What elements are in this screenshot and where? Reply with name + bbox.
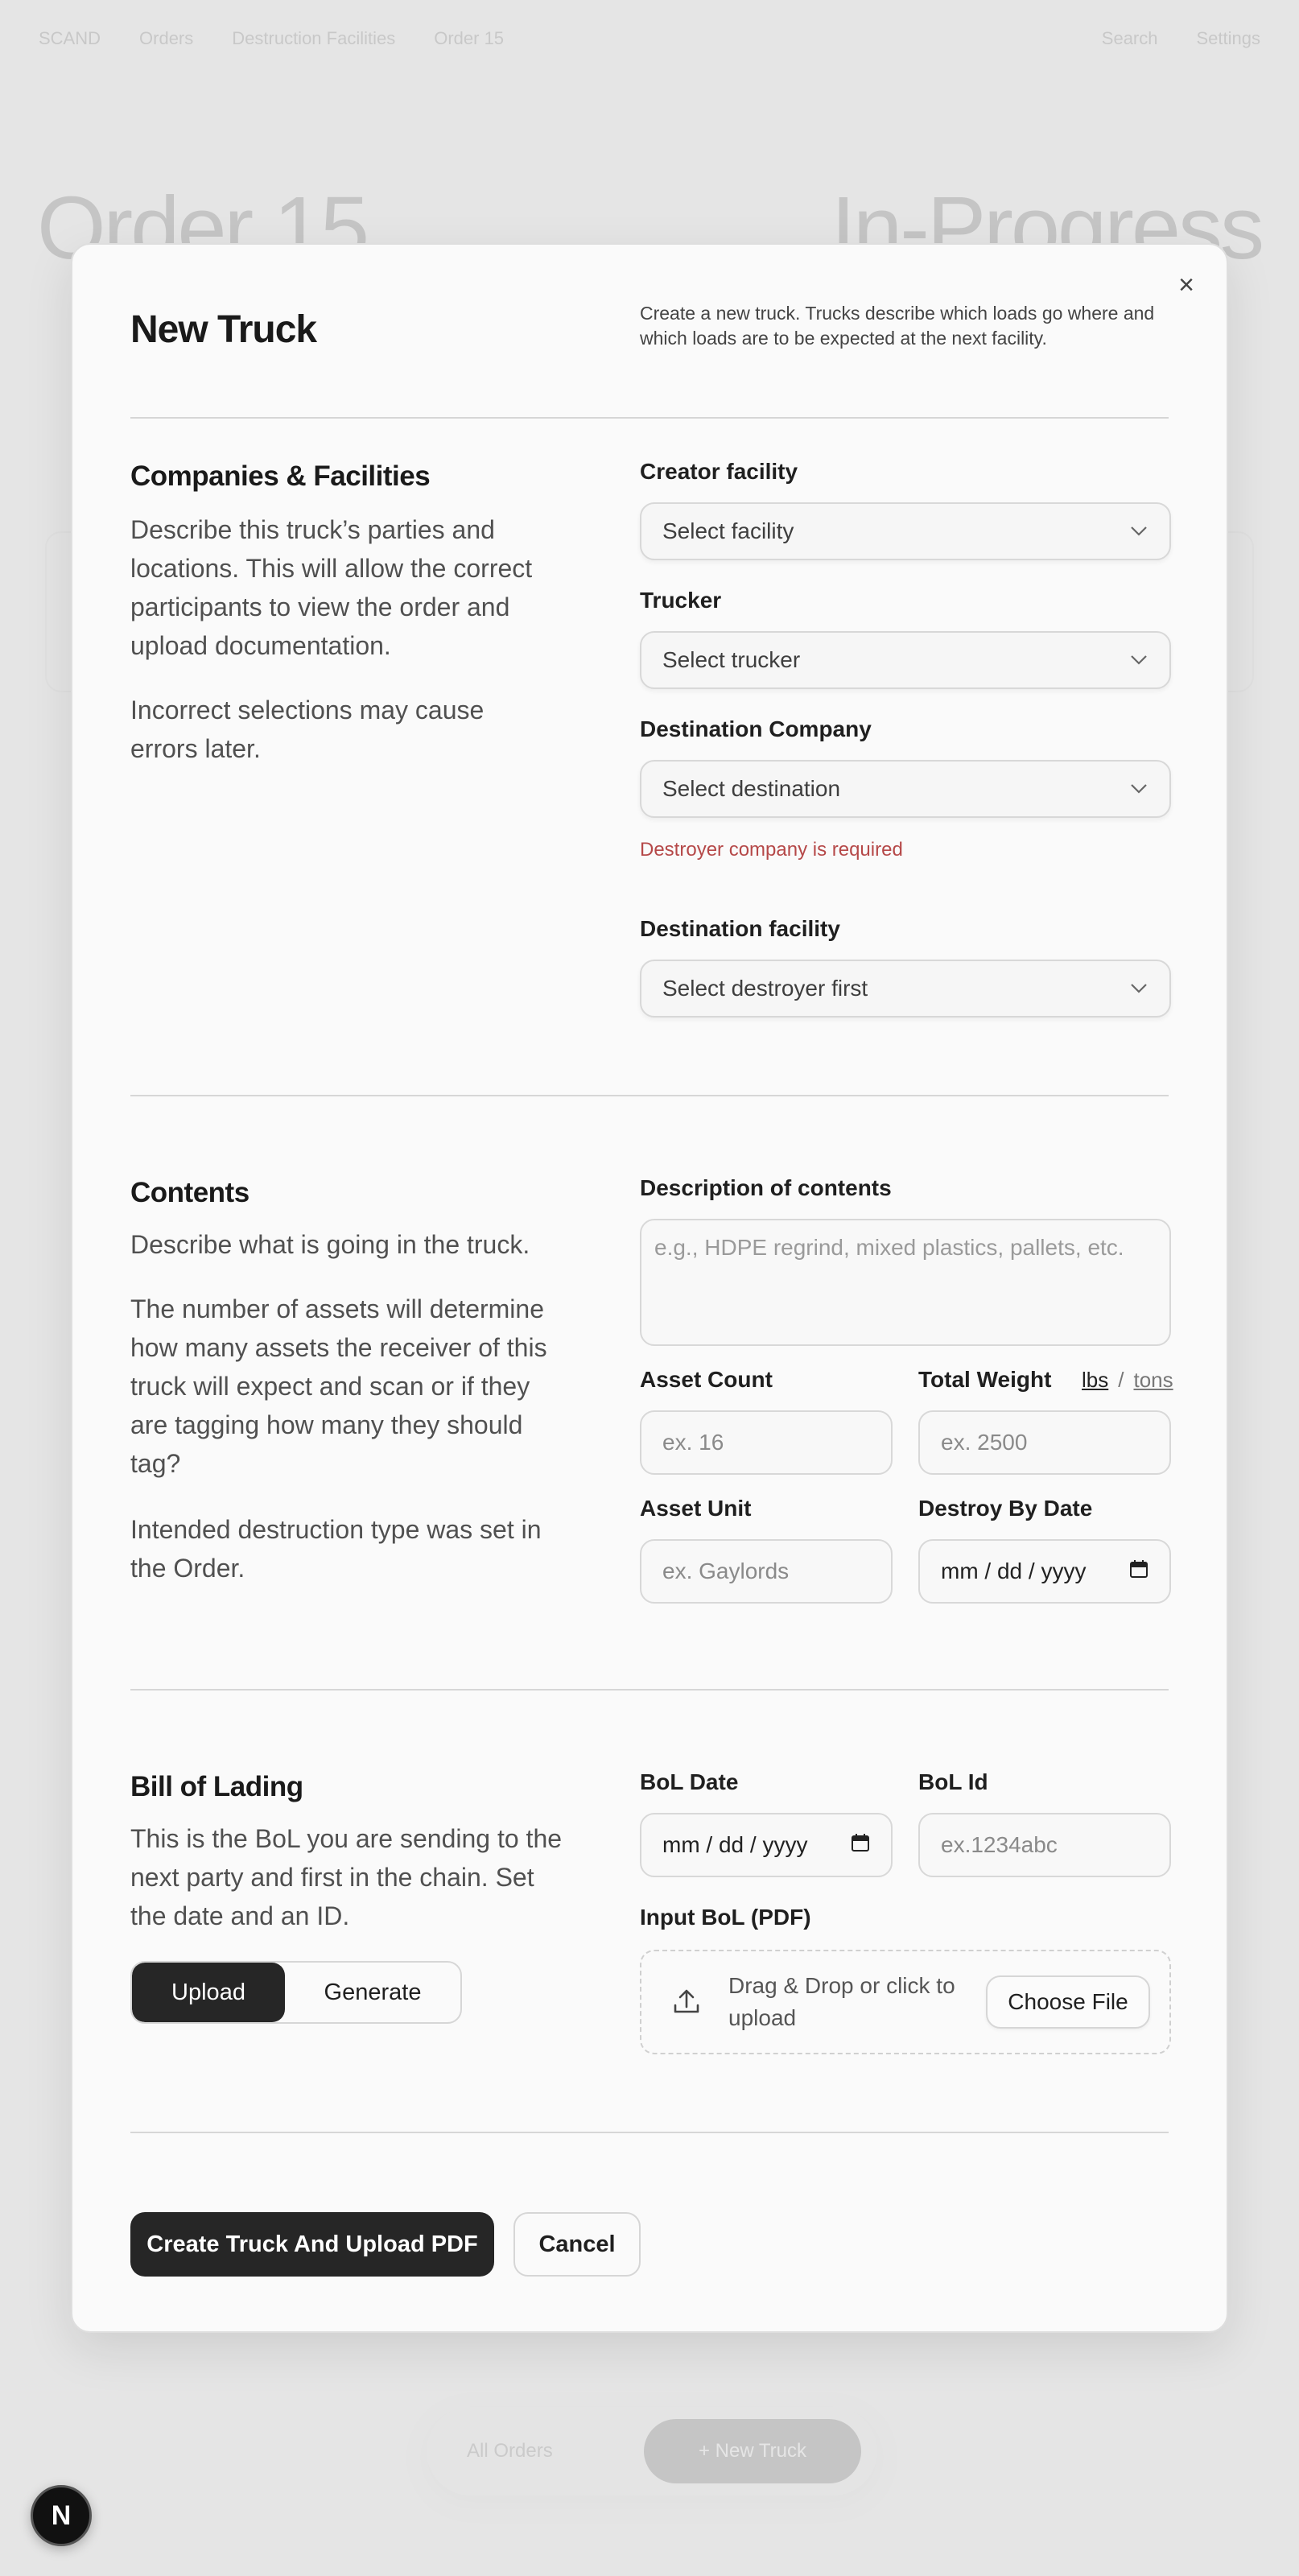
tab-upload[interactable]: Upload xyxy=(132,1963,285,2022)
modal-title: New Truck xyxy=(130,308,317,351)
unit-separator: / xyxy=(1118,1368,1124,1392)
creator-facility-label: Creator facility xyxy=(640,459,798,484)
destination-company-select[interactable] xyxy=(640,760,1171,818)
upload-icon xyxy=(670,1986,703,2018)
bol-mode-toggle xyxy=(130,1961,462,2024)
chevron-down-icon xyxy=(1129,779,1148,799)
dev-badge[interactable]: N xyxy=(31,2485,92,2546)
bol-date-input[interactable] xyxy=(640,1813,893,1877)
cancel-button[interactable]: Cancel xyxy=(513,2212,641,2277)
total-weight-input[interactable]: ex. 2500 xyxy=(918,1410,1171,1475)
unit-tons-link[interactable]: tons xyxy=(1133,1368,1173,1392)
bol-date-label: BoL Date xyxy=(640,1769,739,1794)
dropzone-text: Drag & Drop or click to upload xyxy=(728,1973,955,2030)
bol-id-input[interactable]: ex.1234abc xyxy=(918,1813,1171,1877)
total-weight-label: Total Weight xyxy=(918,1367,1052,1392)
new-truck-modal xyxy=(71,243,1228,2333)
close-icon[interactable]: × xyxy=(1178,269,1194,300)
companies-warning: Incorrect selections may cause errors later. xyxy=(130,696,485,763)
bol-dropzone[interactable] xyxy=(640,1950,1171,2054)
calendar-icon[interactable] xyxy=(1129,1558,1148,1584)
choose-file-button[interactable]: Choose File xyxy=(986,1975,1150,2029)
contents-description: Describe what is going in the truck. xyxy=(130,1230,530,1259)
destination-facility-label: Destination facility xyxy=(640,916,840,941)
destination-error: Destroyer company is required xyxy=(640,839,903,861)
creator-facility-select[interactable] xyxy=(640,502,1171,560)
destination-company-label: Destination Company xyxy=(640,716,872,741)
creator-facility-value: Select facility xyxy=(662,518,794,543)
section-title-contents: Contents xyxy=(130,1177,249,1208)
chevron-down-icon xyxy=(1129,650,1148,670)
destroy-by-date-input[interactable] xyxy=(918,1539,1171,1604)
asset-unit-label: Asset Unit xyxy=(640,1496,752,1521)
contents-destruction-note: Intended destruction type was set in the Order. xyxy=(130,1515,542,1583)
asset-count-label: Asset Count xyxy=(640,1367,773,1392)
create-truck-button[interactable]: Create Truck And Upload PDF xyxy=(130,2212,494,2277)
trucker-value: Select trucker xyxy=(662,647,801,672)
unit-lbs-link[interactable]: lbs xyxy=(1082,1368,1109,1392)
destroy-by-date-label: Destroy By Date xyxy=(918,1496,1093,1521)
section-title-companies: Companies & Facilities xyxy=(130,460,431,492)
chevron-down-icon xyxy=(1129,522,1148,541)
destination-facility-select[interactable] xyxy=(640,960,1171,1018)
weight-unit-toggle xyxy=(1082,1368,1173,1393)
asset-count-input[interactable]: ex. 16 xyxy=(640,1410,893,1475)
destroy-by-date-value: mm / dd / yyyy xyxy=(941,1558,1087,1583)
companies-description: Describe this truck’s parties and locations. This will allow the correct participants to view the order and upload documentation. xyxy=(130,515,533,660)
destination-facility-value: Select destroyer first xyxy=(662,976,868,1001)
bol-pdf-label: Input BoL (PDF) xyxy=(640,1905,811,1930)
asset-unit-input[interactable]: ex. Gaylords xyxy=(640,1539,893,1604)
section-title-bol: Bill of Lading xyxy=(130,1771,303,1802)
trucker-select[interactable] xyxy=(640,631,1171,689)
contents-asset-note: The number of assets will determine how many assets the receiver of this truck will expect and scan or if they are tagging how many they should tag? xyxy=(130,1294,547,1478)
divider xyxy=(130,417,1169,419)
bol-date-value: mm / dd / yyyy xyxy=(662,1832,808,1857)
description-label: Description of contents xyxy=(640,1175,892,1200)
destination-company-value: Select destination xyxy=(662,776,841,801)
tab-generate[interactable]: Generate xyxy=(324,1979,422,2005)
trucker-label: Trucker xyxy=(640,588,722,613)
description-textarea[interactable]: e.g., HDPE regrind, mixed plastics, pallets, etc. xyxy=(640,1219,1171,1346)
bol-id-label: BoL Id xyxy=(918,1769,988,1794)
calendar-icon[interactable] xyxy=(851,1832,870,1858)
divider xyxy=(130,1689,1169,1690)
bol-description: This is the BoL you are sending to the next party and first in the chain. Set the date and an ID. xyxy=(130,1824,563,1930)
modal-description: Create a new truck. Trucks describe which loads go where and which loads are to be expected at the next facility. xyxy=(640,303,1155,349)
chevron-down-icon xyxy=(1129,979,1148,998)
divider xyxy=(130,2132,1169,2133)
divider xyxy=(130,1095,1169,1096)
